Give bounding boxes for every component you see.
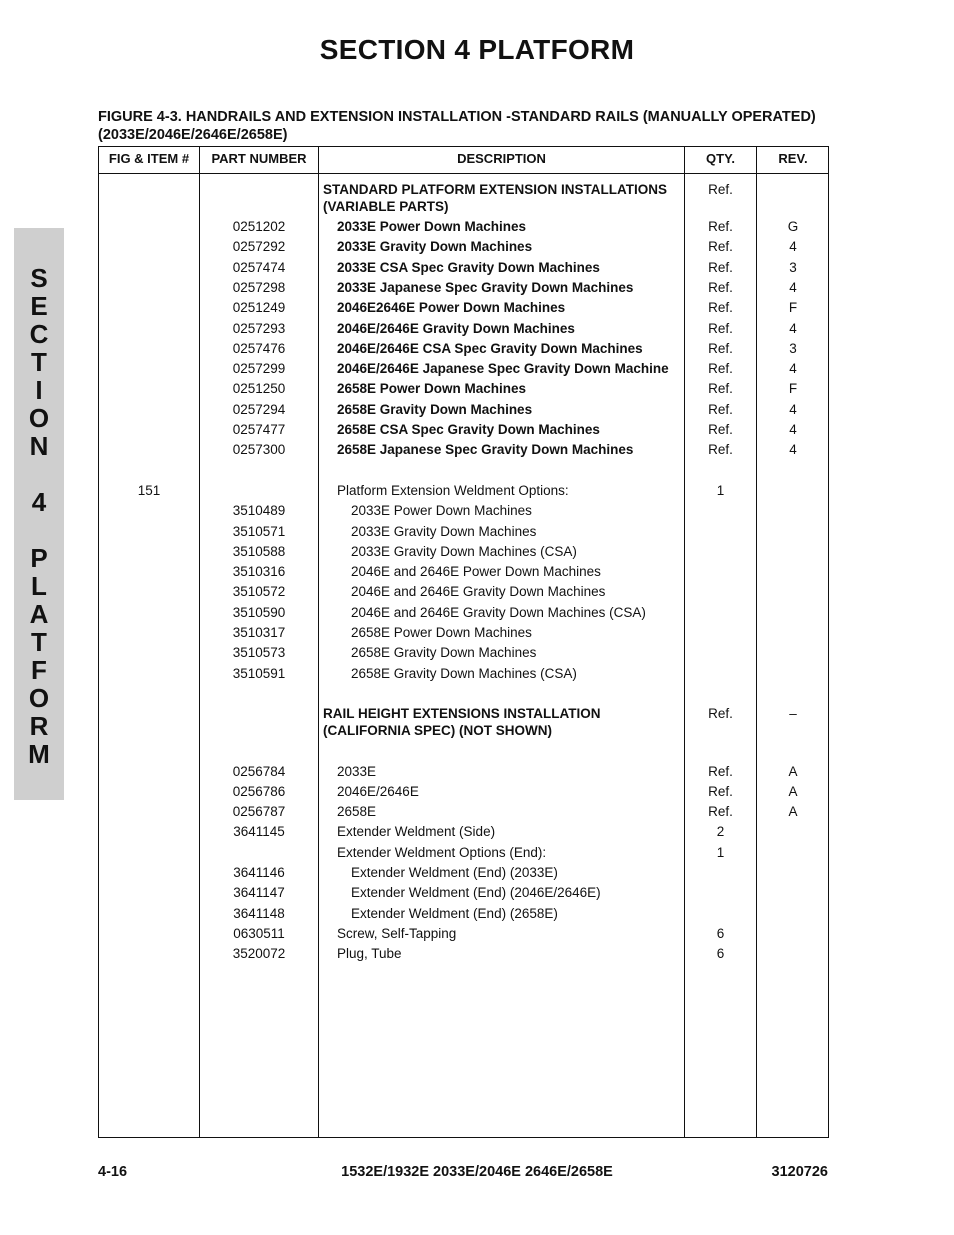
rev-cell: 4 (789, 239, 797, 255)
part-number-cell: 3641148 (233, 905, 285, 921)
description-cell: 2658E Japanese Spec Gravity Down Machines (337, 442, 634, 458)
qty-cell: Ref. (708, 239, 733, 255)
description-cell: 2658E Power Down Machines (337, 381, 527, 397)
page-title: SECTION 4 PLATFORM (319, 34, 635, 65)
qty-cell: Ref. (708, 279, 733, 295)
description-cell: 2658E Power Down Machines (351, 625, 532, 640)
side-tab-letter: N (29, 431, 49, 461)
header-fig-item: FIG & ITEM # (108, 151, 190, 166)
description-cell: Extender Weldment (Side) (337, 824, 496, 840)
description-cell: 2033E Power Down Machines (351, 503, 532, 519)
part-number-cell: 0257477 (232, 422, 286, 437)
part-number-cell: 0257474 (232, 259, 286, 275)
rev-cell: F (788, 300, 798, 316)
description-cell: Extender Weldment (End) (2033E) (351, 865, 558, 880)
part-number-cell: 0257476 (232, 340, 286, 356)
rev-cell: A (788, 804, 798, 820)
rev-cell: 4 (789, 279, 797, 295)
description-cell: Extender Weldment (End) (2046E/2646E) (351, 885, 601, 901)
description-cell: 2046E and 2646E Gravity Down Machines (351, 584, 606, 600)
rev-cell: 3 (789, 259, 797, 275)
qty-cell: 6 (716, 925, 725, 941)
part-number-cell: 3520072 (232, 946, 286, 962)
qty-cell: Ref. (708, 783, 733, 799)
side-tab-letter: C (29, 319, 49, 349)
qty-cell: Ref. (708, 422, 733, 437)
description-cell: 2033E Power Down Machines (337, 219, 527, 234)
rev-cell: 3 (789, 340, 797, 356)
side-tab-letter: T (31, 627, 47, 657)
part-number-cell: 0251249 (232, 300, 286, 316)
qty-cell: Ref. (708, 219, 733, 234)
qty-cell: Ref. (708, 259, 733, 275)
part-number-cell: 0257294 (232, 401, 286, 417)
part-number-cell: 3510588 (232, 543, 286, 559)
part-number-cell: 0256786 (232, 783, 286, 799)
header-part-number: PART NUMBER (211, 151, 307, 166)
side-tab-letter: O (28, 683, 50, 713)
part-number-cell: 0257299 (232, 361, 286, 377)
qty-cell: Ref. (708, 763, 733, 779)
section-side-tab (14, 228, 64, 800)
side-tab-letter: E (30, 291, 48, 321)
part-number-cell: 0257293 (232, 320, 286, 336)
rev-cell: 4 (789, 361, 797, 377)
part-number-cell: 3510591 (232, 665, 286, 681)
description-cell: 2046E and 2646E Gravity Down Machines (CSA) (351, 604, 646, 620)
description-cell: 2046E/2646E CSA Spec Gravity Down Machines (337, 340, 643, 356)
header-rev: REV. (778, 151, 808, 166)
part-number-cell: 3510573 (232, 645, 286, 661)
side-tab-letter: F (31, 655, 47, 685)
description-cell: STANDARD PLATFORM EXTENSION INSTALLATIONS (VARIABLE PARTS) (323, 182, 667, 214)
part-number-cell: 3510590 (232, 604, 286, 620)
description-cell: Plug, Tube (337, 946, 402, 962)
fig-item-cell: 151 (137, 482, 161, 498)
qty-cell: Ref. (708, 442, 733, 458)
description-cell: 2658E Gravity Down Machines (337, 401, 533, 417)
description-cell: 2033E Japanese Spec Gravity Down Machines (337, 279, 634, 295)
description-cell: 2046E2646E Power Down Machines (337, 300, 566, 316)
description-cell: RAIL HEIGHT EXTENSIONS INSTALLATION (CALIFORNIA SPEC) (NOT SHOWN) (323, 706, 601, 739)
side-tab-letter: T (31, 347, 47, 377)
side-tab-letter: S (30, 263, 48, 293)
qty-cell: 1 (716, 844, 725, 860)
part-number-cell: 3641145 (233, 824, 285, 840)
qty-cell: Ref. (708, 381, 733, 397)
part-number-cell: 3510317 (232, 625, 286, 640)
side-tab-letter: P (30, 543, 48, 573)
part-number-cell: 3510316 (232, 564, 286, 580)
qty-cell: Ref. (708, 706, 733, 722)
description-cell: 2033E Gravity Down Machines (351, 523, 537, 539)
description-cell: 2658E Gravity Down Machines (351, 645, 537, 661)
side-tab-letter: A (29, 599, 49, 629)
part-number-cell: 0256784 (232, 763, 286, 779)
description-cell: Screw, Self-Tapping (337, 925, 457, 941)
description-cell: 2046E/2646E (337, 783, 419, 799)
footer-page-number: 4-16 (98, 1164, 128, 1180)
column-divider (318, 147, 319, 1137)
qty-cell: 1 (716, 482, 725, 498)
side-tab-letter: I (35, 375, 43, 405)
side-tab-letter: L (31, 571, 47, 601)
side-tab-letter: M (28, 739, 50, 769)
part-number-cell: 3510489 (232, 503, 286, 519)
rev-cell: 4 (789, 422, 797, 437)
header-divider (99, 173, 828, 174)
qty-cell: Ref. (708, 182, 733, 197)
description-cell: 2033E (337, 763, 377, 779)
qty-cell: Ref. (708, 300, 733, 316)
footer-doc-number: 3120726 (771, 1164, 828, 1180)
side-tab-letter: R (29, 711, 49, 741)
part-number-cell: 3510572 (232, 584, 286, 600)
footer-models: 1532E/1932E 2033E/2046E 2646E/2658E (341, 1164, 613, 1180)
qty-cell: 6 (716, 946, 725, 962)
part-number-cell: 0251202 (232, 219, 286, 234)
rev-cell: F (788, 381, 798, 397)
side-tab-letter: 4 (31, 487, 47, 517)
description-cell: Extender Weldment (End) (2658E) (351, 905, 558, 921)
qty-cell: Ref. (708, 401, 733, 417)
part-number-cell: 0257300 (232, 442, 286, 458)
side-tab-letter: O (28, 403, 50, 433)
part-number-cell: 3510571 (232, 523, 286, 539)
description-cell: Extender Weldment Options (End): (337, 844, 547, 860)
header-description: DESCRIPTION (457, 151, 546, 166)
parts-table (98, 146, 829, 1138)
description-cell: 2658E CSA Spec Gravity Down Machines (337, 422, 600, 437)
qty-cell: Ref. (708, 340, 733, 356)
part-number-cell: 0257298 (232, 279, 286, 295)
description-cell: 2033E Gravity Down Machines (337, 239, 533, 255)
qty-cell: Ref. (708, 361, 733, 377)
description-cell: 2046E and 2646E Power Down Machines (351, 564, 601, 580)
rev-cell: 4 (789, 320, 797, 336)
description-cell: 2033E CSA Spec Gravity Down Machines (337, 259, 600, 275)
part-number-cell: 0251250 (232, 381, 286, 397)
part-number-cell: 3641146 (233, 865, 285, 880)
side-tab-letters (14, 264, 64, 768)
rev-cell: 4 (789, 442, 797, 458)
part-number-cell: 0257292 (232, 239, 286, 255)
description-cell: Platform Extension Weldment Options: (337, 482, 569, 498)
rev-cell: 4 (789, 401, 797, 417)
qty-cell: Ref. (708, 320, 733, 336)
description-cell: 2046E/2646E Gravity Down Machines (337, 320, 575, 336)
qty-cell: 2 (716, 824, 725, 840)
qty-cell: Ref. (708, 804, 733, 820)
rev-cell: A (788, 763, 798, 779)
part-number-cell: 0630511 (233, 925, 285, 941)
header-qty: QTY. (706, 151, 735, 166)
description-cell: 2033E Gravity Down Machines (CSA) (351, 543, 577, 559)
rev-cell: G (787, 219, 799, 234)
description-cell: 2658E (337, 804, 377, 820)
part-number-cell: 0256787 (232, 804, 286, 820)
rev-cell: A (788, 783, 798, 799)
description-cell: 2046E/2646E Japanese Spec Gravity Down Machine (337, 361, 669, 377)
rev-cell: – (789, 706, 797, 722)
description-cell: 2658E Gravity Down Machines (CSA) (351, 665, 577, 681)
part-number-cell: 3641147 (233, 885, 285, 901)
figure-title: FIGURE 4-3. HANDRAILS AND EXTENSION INSTALLATION -STANDARD RAILS (MANUALLY OPERATED) (2033E/2046E/2646E/2658E) (98, 109, 816, 143)
